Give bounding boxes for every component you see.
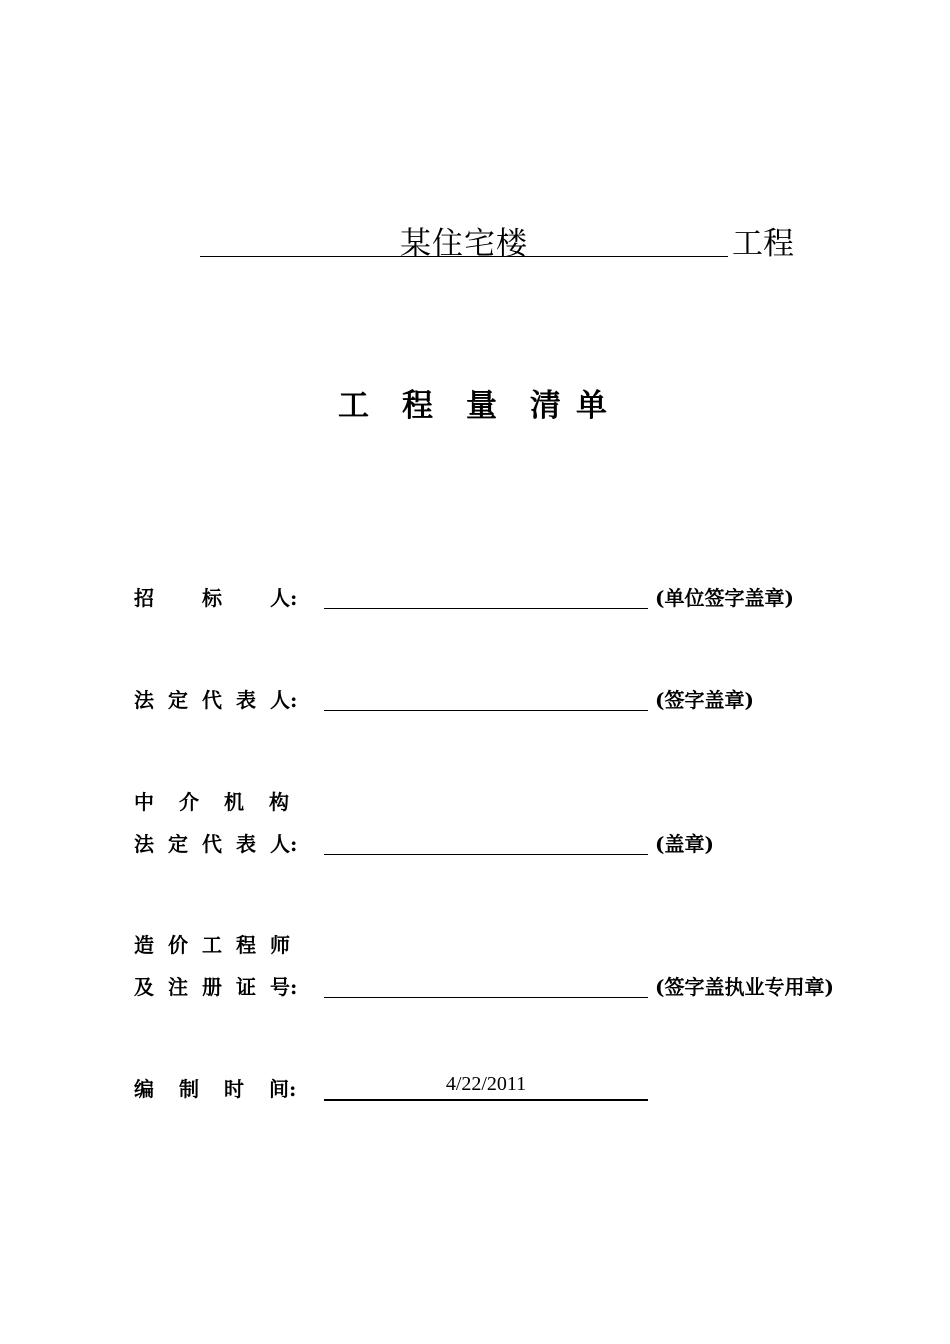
tenderer-signature-line[interactable] [324, 582, 648, 609]
compile-time-row [0, 1073, 950, 1113]
agency-title-row [0, 786, 950, 826]
label-char: 定 [168, 688, 188, 712]
label-char: 人: [270, 832, 298, 856]
label-char: 程 [236, 933, 256, 957]
agency-rep-row [0, 828, 950, 868]
label-char: 编 [134, 1077, 154, 1101]
label-char: 介 [179, 790, 199, 814]
label-char: 间: [269, 1077, 297, 1101]
title-char: 量 [466, 388, 497, 424]
label-char: 人: [270, 586, 298, 610]
label-char: 标 [202, 586, 222, 610]
label-char: 制 [179, 1077, 199, 1101]
label-char: 造 [134, 933, 154, 957]
label-char: 册 [202, 975, 222, 999]
label-char: 证 [236, 975, 256, 999]
compile-time-value: 4/22/2011 [445, 1073, 527, 1095]
title-char: 程 [402, 388, 433, 424]
label-char: 构 [269, 790, 289, 814]
label-char: 招 [134, 586, 154, 610]
title-char: 单 [576, 388, 607, 424]
label-char: 人: [270, 688, 298, 712]
label-char: 号: [270, 975, 298, 999]
cost-engineer-row [0, 971, 950, 1011]
label-char: 机 [224, 790, 244, 814]
cost-engineer-signature-line[interactable] [324, 971, 648, 998]
agency-note: (盖章) [655, 832, 714, 856]
label-char: 师 [270, 933, 290, 957]
label-char: 表 [236, 832, 256, 856]
label-char: 法 [134, 832, 154, 856]
label-char: 代 [202, 688, 222, 712]
label-char: 时 [224, 1077, 244, 1101]
label-char: 定 [168, 832, 188, 856]
cost-engineer-note: (签字盖执业专用章) [655, 975, 834, 999]
legal-rep-signature-line[interactable] [324, 684, 648, 711]
label-char: 法 [134, 688, 154, 712]
legal-rep-note: (签字盖章) [655, 688, 754, 712]
label-char: 表 [236, 688, 256, 712]
cost-engineer-title-row [0, 929, 950, 969]
label-char: 及 [134, 975, 154, 999]
agency-signature-line[interactable] [324, 828, 648, 855]
label-char: 注 [168, 975, 188, 999]
title-char: 清 [530, 388, 561, 424]
tenderer-row [0, 582, 950, 622]
label-char: 代 [202, 832, 222, 856]
title-char: 工 [338, 388, 369, 424]
document-title [0, 380, 950, 424]
legal-rep-row [0, 684, 950, 724]
label-char: 价 [168, 933, 188, 957]
label-char: 中 [134, 790, 154, 814]
tenderer-note: (单位签字盖章) [655, 586, 794, 610]
project-suffix: 工程 [732, 226, 794, 262]
label-char: 工 [202, 933, 222, 957]
project-name: 某住宅楼 [400, 226, 528, 262]
